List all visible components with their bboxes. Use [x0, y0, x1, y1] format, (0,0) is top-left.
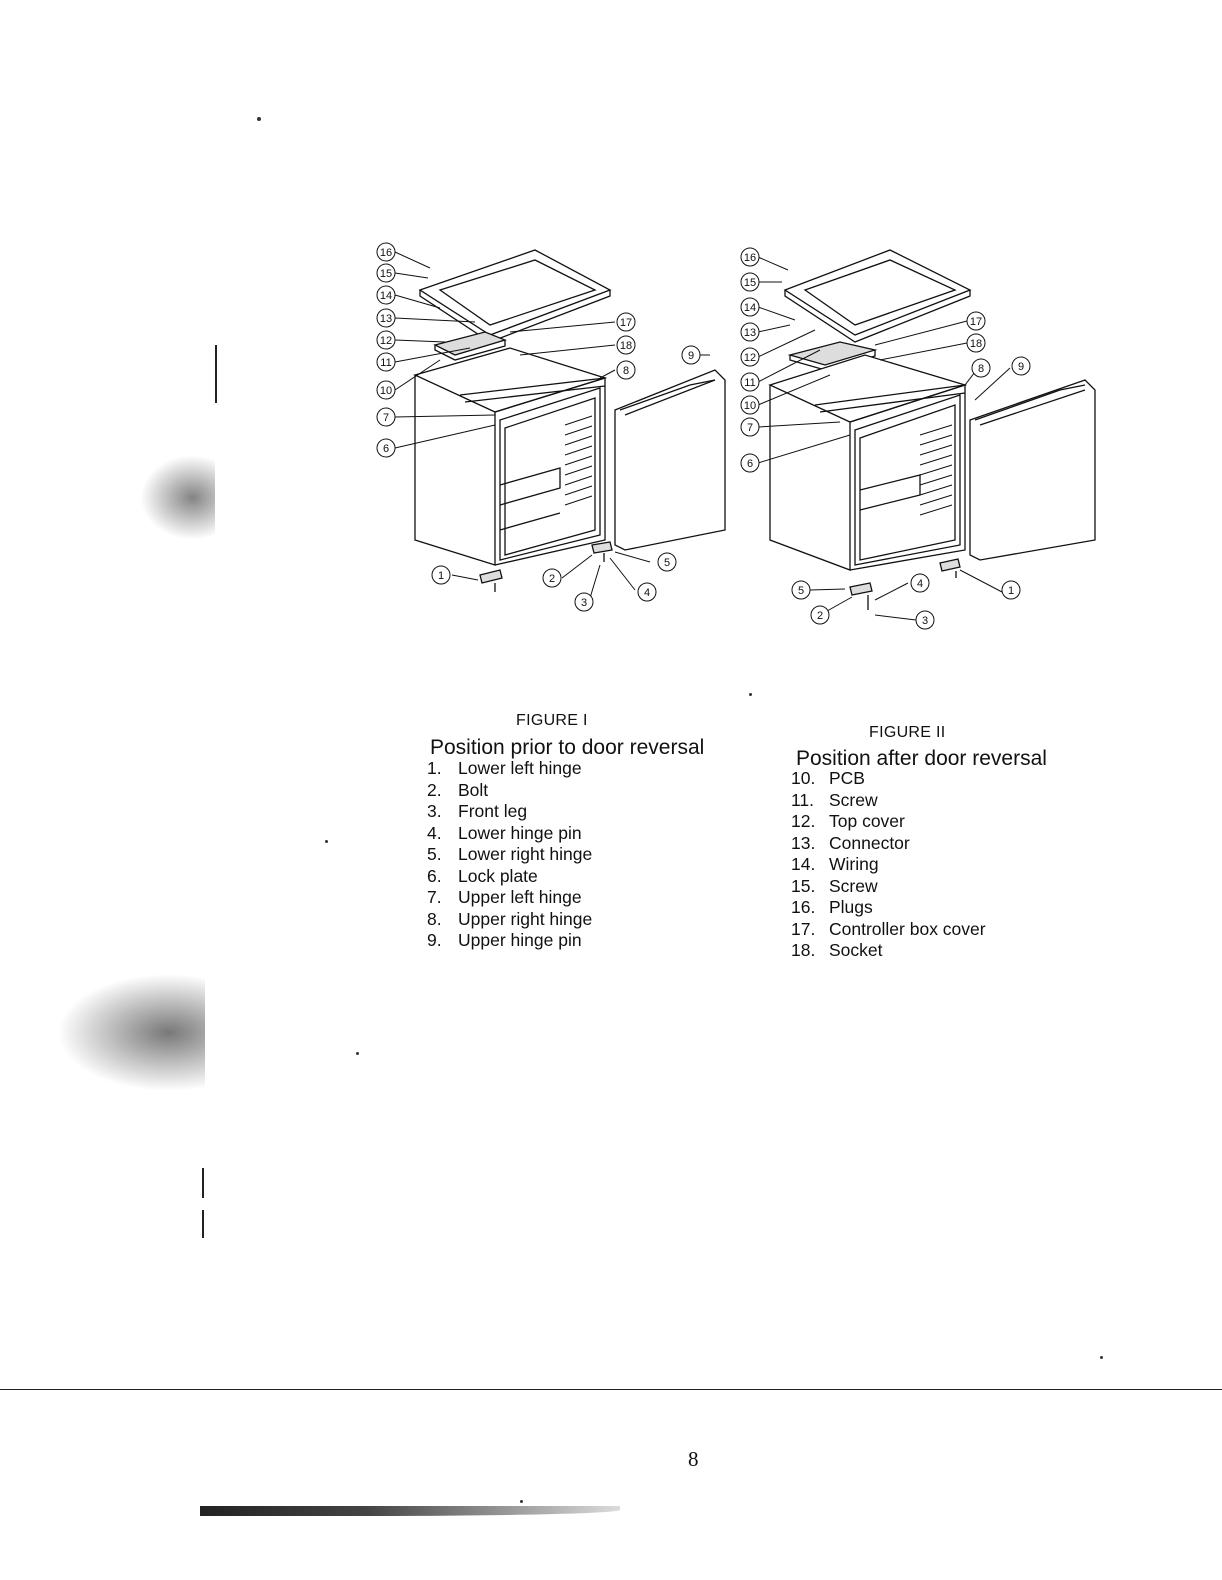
callout-10: [741, 396, 759, 414]
svg-text:1: 1: [437, 570, 445, 582]
item-label: Upper left hinge: [458, 887, 582, 907]
item-label: Upper right hinge: [458, 908, 593, 929]
item-label: Front leg: [458, 801, 528, 821]
callout-17: [967, 312, 985, 330]
svg-text:13: 13: [379, 313, 393, 325]
item-number: 12.: [791, 811, 816, 831]
list-item: [791, 854, 986, 876]
svg-text:16: 16: [379, 247, 393, 259]
callout-4: [638, 583, 656, 601]
svg-text:6: 6: [382, 443, 390, 455]
callout-13: [741, 323, 759, 341]
item-number: 3.: [427, 801, 442, 821]
svg-text:5: 5: [797, 585, 805, 597]
callout-8: [972, 359, 990, 377]
scan-speck: [1100, 1356, 1103, 1359]
svg-text:5: 5: [663, 557, 671, 569]
svg-text:18: 18: [619, 340, 633, 352]
svg-text:13: 13: [743, 327, 757, 339]
item-label: PCB: [829, 768, 865, 788]
scan-speck: [325, 840, 328, 843]
svg-text:6: 6: [746, 458, 754, 470]
svg-text:16: 16: [743, 252, 757, 264]
svg-text:7: 7: [746, 422, 754, 434]
scan-speck: [520, 1500, 523, 1503]
item-number: 4.: [427, 822, 442, 843]
list-item: [427, 780, 592, 802]
item-label: Screw: [829, 875, 878, 896]
list-item: [427, 887, 592, 909]
item-number: 7.: [427, 887, 442, 907]
item-label: Lower hinge pin: [458, 822, 582, 843]
svg-text:2: 2: [548, 573, 556, 585]
item-label: Controller box cover: [829, 918, 986, 939]
svg-text:18: 18: [969, 338, 983, 350]
callout-3: [575, 593, 593, 611]
svg-text:14: 14: [379, 290, 393, 302]
callout-6: [741, 454, 759, 472]
callout-11: [741, 373, 759, 391]
item-number: 9.: [427, 930, 442, 950]
figure-2-subtitle: Position after door reversal: [796, 747, 1047, 770]
list-item: [427, 930, 592, 952]
svg-text:11: 11: [744, 377, 756, 389]
scan-mark: [202, 1210, 204, 1238]
item-number: 1.: [427, 758, 442, 778]
svg-text:10: 10: [379, 385, 393, 397]
callout-1: [1002, 581, 1020, 599]
item-label: Screw: [829, 789, 878, 810]
item-label: Lock plate: [458, 865, 538, 886]
scan-streak: [200, 1506, 620, 1516]
item-label: Upper hinge pin: [458, 930, 582, 950]
svg-text:17: 17: [619, 317, 633, 329]
callout-14: [377, 286, 395, 304]
item-number: 5.: [427, 844, 442, 864]
callout-9: [1012, 357, 1030, 375]
item-number: 15.: [791, 875, 816, 896]
svg-text:7: 7: [382, 412, 390, 424]
list-item: [791, 811, 986, 833]
callout-14: [741, 298, 759, 316]
item-number: 13.: [791, 832, 816, 853]
callout-5: [792, 581, 810, 599]
callout-5: [658, 553, 676, 571]
item-number: 6.: [427, 865, 442, 886]
figure-1-parts-list: [427, 758, 592, 952]
svg-text:4: 4: [643, 587, 651, 599]
figure-1-title: FIGURE I: [516, 712, 588, 729]
item-number: 17.: [791, 918, 816, 939]
item-number: 8.: [427, 908, 442, 929]
list-item: [791, 833, 986, 855]
callout-15: [741, 273, 759, 291]
item-label: Lower right hinge: [458, 844, 593, 864]
item-number: 2.: [427, 779, 442, 800]
item-number: 10.: [791, 768, 816, 788]
callout-9: [682, 346, 700, 364]
scan-speck: [749, 693, 752, 696]
scan-mark: [202, 1168, 204, 1198]
list-item: [791, 876, 986, 898]
callout-12: [741, 348, 759, 366]
callout-18: [617, 336, 635, 354]
callout-17: [617, 313, 635, 331]
figure-2-parts-list: [791, 768, 986, 962]
callout-16: [377, 243, 395, 261]
list-item: [791, 940, 986, 962]
svg-text:12: 12: [743, 352, 757, 364]
svg-text:14: 14: [743, 302, 757, 314]
list-item: [791, 768, 986, 790]
callout-12: [377, 331, 395, 349]
svg-text:9: 9: [687, 350, 695, 362]
item-label: Socket: [829, 940, 883, 960]
list-item: [427, 909, 592, 931]
list-item: [427, 758, 592, 780]
figure-1-callouts: [360, 230, 700, 620]
list-item: [791, 790, 986, 812]
item-number: 16.: [791, 897, 816, 917]
callout-3: [916, 611, 934, 629]
callout-16: [741, 248, 759, 266]
page-number: 8: [688, 1447, 699, 1471]
callout-4: [911, 574, 929, 592]
callout-8: [617, 361, 635, 379]
callout-15: [377, 264, 395, 282]
svg-text:1: 1: [1007, 585, 1015, 597]
callout-11: [377, 353, 395, 371]
scan-speck: [257, 117, 261, 121]
svg-text:10: 10: [743, 400, 757, 412]
svg-text:3: 3: [580, 597, 588, 609]
svg-text:8: 8: [977, 363, 985, 375]
list-item: [427, 844, 592, 866]
callout-18: [967, 334, 985, 352]
svg-text:8: 8: [622, 365, 630, 377]
item-label: Lower left hinge: [458, 758, 582, 778]
callout-1: [432, 566, 450, 584]
item-number: 11.: [791, 789, 815, 810]
figure-1-subtitle: Position prior to door reversal: [430, 736, 705, 759]
item-label: Plugs: [829, 897, 873, 917]
scan-speck: [356, 1052, 359, 1055]
scan-noise: [60, 975, 205, 1090]
scan-noise: [140, 455, 215, 540]
svg-text:9: 9: [1017, 361, 1025, 373]
svg-text:15: 15: [379, 268, 393, 280]
callout-6: [377, 439, 395, 457]
callout-7: [377, 408, 395, 426]
svg-text:17: 17: [969, 316, 983, 328]
item-number: 14.: [791, 854, 816, 874]
svg-text:2: 2: [816, 610, 824, 622]
list-item: [427, 801, 592, 823]
item-number: 18.: [791, 940, 816, 960]
svg-text:12: 12: [379, 335, 393, 347]
figure-2-callouts: [730, 235, 1100, 635]
callout-7: [741, 418, 759, 436]
list-item: [427, 823, 592, 845]
item-label: Bolt: [458, 779, 489, 800]
callout-2: [543, 569, 561, 587]
list-item: [427, 866, 592, 888]
callout-13: [377, 309, 395, 327]
svg-text:4: 4: [916, 578, 924, 590]
svg-text:15: 15: [743, 277, 757, 289]
list-item: [791, 919, 986, 941]
item-label: Connector: [829, 832, 910, 853]
callout-10: [377, 381, 395, 399]
figure-2-title: FIGURE II: [869, 724, 946, 741]
svg-text:3: 3: [921, 615, 929, 627]
callout-2: [811, 606, 829, 624]
svg-text:11: 11: [380, 357, 392, 369]
footer-rule: [0, 1389, 1222, 1390]
item-label: Top cover: [829, 811, 905, 831]
list-item: [791, 897, 986, 919]
scan-mark: [215, 345, 217, 403]
item-label: Wiring: [829, 854, 879, 874]
